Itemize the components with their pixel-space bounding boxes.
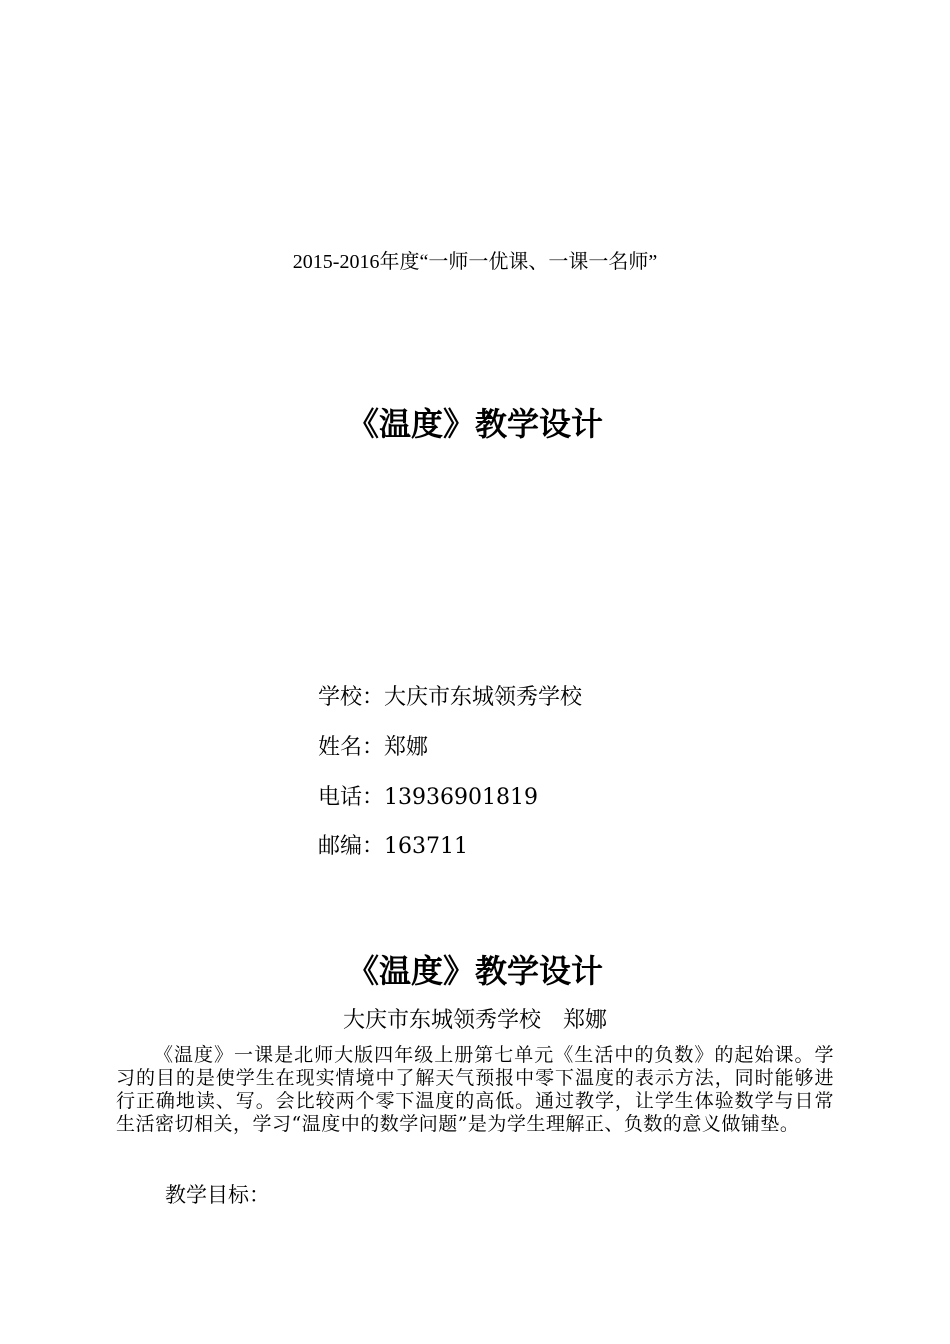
info-phone: 电话：13936901819 — [318, 785, 538, 810]
intro-paragraph: 《温度》一课是北师大版四年级上册第七单元《生活中的负数》的起始课。学习的目的是使学生在现实情境中了解天气预报中零下温度的表示方法，同时能够进行正确地读、写。会比较两个零下温度的高低。通过教学，让学生体验数学与日常生活密切相关，学习“温度中的数学问题”是为学生理解正、负数的意义做铺垫。 — [116, 1044, 834, 1135]
cover-title: 《温度》教学设计 — [346, 405, 603, 443]
cover-subtitle: 2015-2016年度“一师一优课、一课一名师” — [292, 251, 658, 273]
document-author-line: 大庆市东城领秀学校 郑娜 — [342, 1008, 607, 1033]
info-school: 学校：大庆市东城领秀学校 — [318, 685, 583, 710]
objectives-heading: 教学目标： — [165, 1183, 270, 1207]
info-postcode: 邮编：163711 — [318, 834, 468, 859]
info-name: 姓名：郑娜 — [318, 735, 429, 760]
document-title: 《温度》教学设计 — [346, 952, 603, 990]
